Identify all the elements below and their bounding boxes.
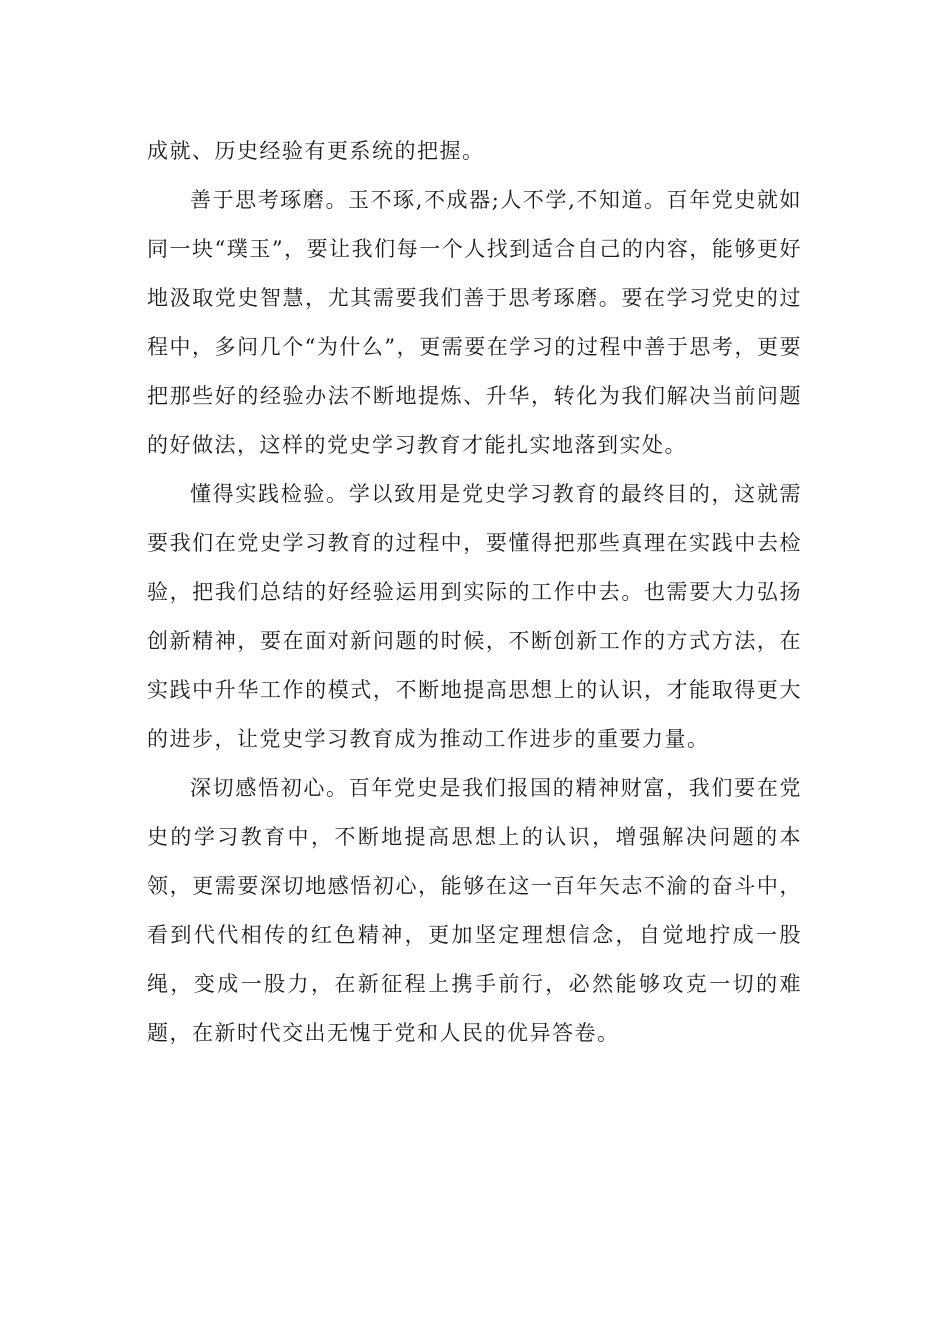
document-body xyxy=(147,127,802,1058)
paragraph-thinking: 善于思考琢磨。玉不琢,不成器;人不学,不知道。百年党史就如同一块“璞玉”，要让我们每一个人找到适合自己的内容，能够更好地汲取党史智慧，尤其需要我们善于思考琢磨。要在学习党史的过程中，多问几个“为什么”，更需要在学习的过程中善于思考，更要把那些好的经验办法不断地提炼、升华，转化为我们解决当前问题的好做法，这样的党史学习教育才能扎实地落到实处。 xyxy=(147,188,802,457)
paragraph-original-aspiration: 深切感悟初心。百年党史是我们报国的精神财富，我们要在党史的学习教育中，不断地提高思想上的认识，增强解决问题的本领，更需要深切地感悟初心，能够在这一百年矢志不渝的奋斗中，看到代代相传的红色精神，更加坚定理想信念，自觉地拧成一股绳，变成一股力，在新征程上携手前行，必然能够攻克一切的难题，在新时代交出无愧于党和人民的优异答卷。 xyxy=(147,776,802,1045)
paragraph-practice: 懂得实践检验。学以致用是党史学习教育的最终目的，这就需要我们在党史学习教育的过程中，要懂得把那些真理在实践中去检验，把我们总结的好经验运用到实际的工作中去。也需要大力弘扬创新精神，要在面对新问题的时候，不断创新工作的方式方法，在实践中升华工作的模式，不断地提高思想上的认识，才能取得更大的进步，让党史学习教育成为推动工作进步的重要力量。 xyxy=(147,482,802,751)
paragraph-continuation: 成就、历史经验有更系统的把握。 xyxy=(147,139,485,163)
